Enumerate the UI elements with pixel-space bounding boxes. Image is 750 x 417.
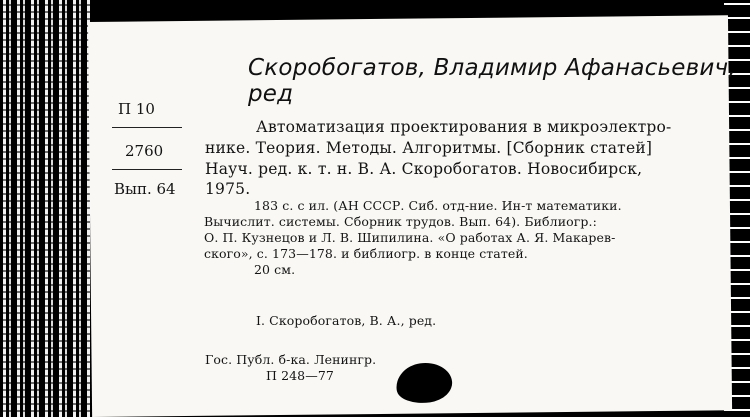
title-line-2: нике. Теория. Методы. Алгоритмы. [Сборник статей] bbox=[205, 139, 653, 157]
collation-line-1: 183 с. с ил. (АН СССР. Сиб. отд-ние. Ин-т математики. bbox=[254, 198, 622, 213]
title-line-3: Науч. ред. к. т. н. В. А. Скоробогатов. Новосибирск, bbox=[205, 160, 643, 178]
scanner-edge-stripes bbox=[0, 0, 90, 417]
title-line-4: 1975. bbox=[205, 180, 251, 198]
shelf-mark: П 10 bbox=[118, 100, 155, 118]
collation-line-5: 20 см. bbox=[254, 262, 296, 277]
shelf-divider bbox=[112, 127, 182, 128]
collation-line-4: ского», с. 173—178. и библиогр. в конце статей. bbox=[204, 246, 528, 261]
tracing: I. Скоробогатов, В. А., ред. bbox=[256, 313, 437, 328]
call-divider bbox=[112, 169, 182, 170]
issue-number: Вып. 64 bbox=[114, 180, 176, 198]
library-name: Гос. Публ. б-ка. Ленингр. bbox=[205, 352, 377, 367]
collation-line-2: Вычислит. системы. Сборник трудов. Вып. 64). Библиогр.: bbox=[204, 214, 597, 229]
collation-line-3: О. П. Кузнецов и Л. В. Шипилина. «О работах А. Я. Макарев- bbox=[204, 230, 616, 245]
handwritten-heading: Скоробогатов, Владимир Афанасьевич, ред bbox=[248, 55, 736, 107]
title-line-1: Автоматизация проектирования в микроэлектро- bbox=[256, 118, 672, 136]
call-number: 2760 bbox=[125, 142, 164, 160]
library-code: П 248—77 bbox=[266, 368, 334, 383]
